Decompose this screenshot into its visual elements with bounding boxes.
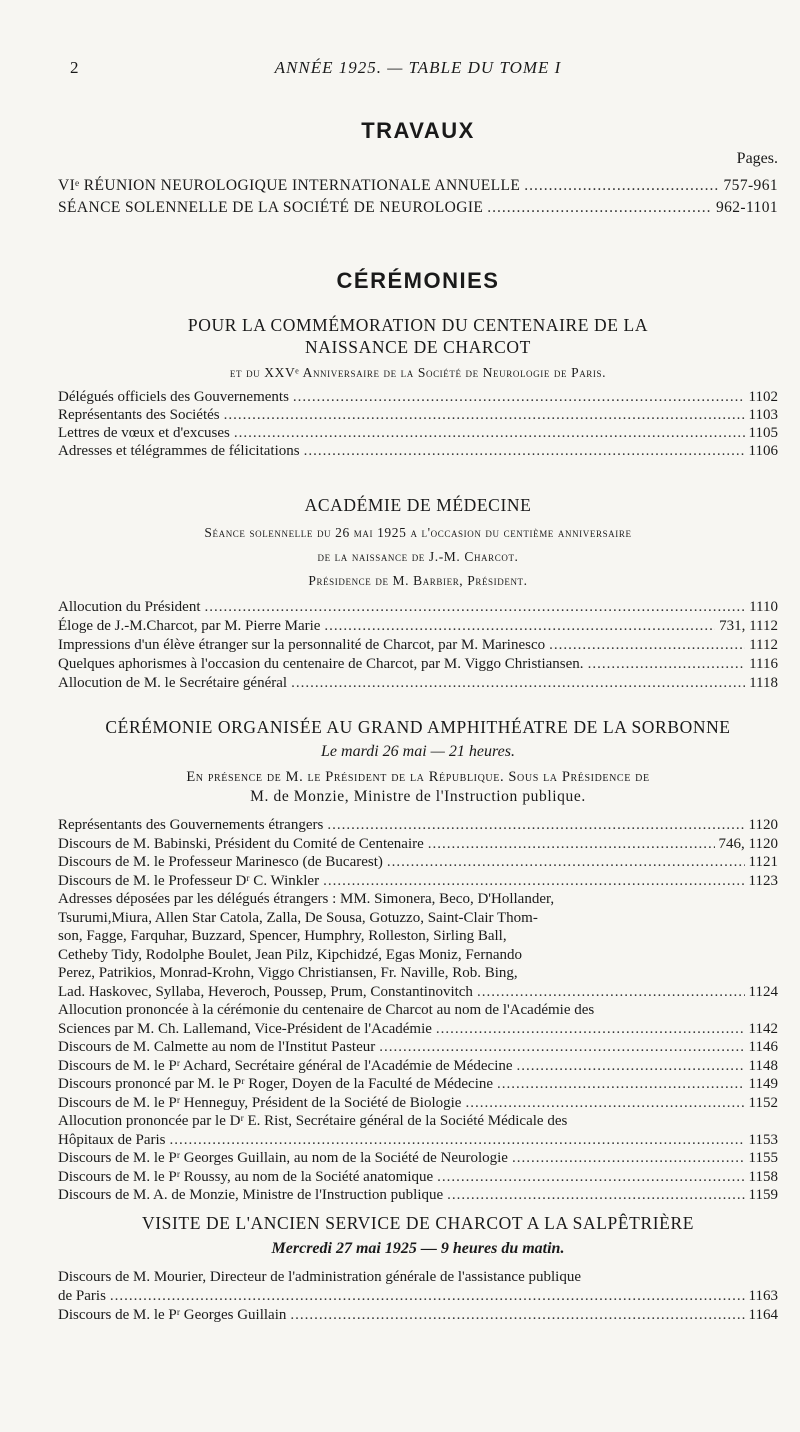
toc-entry-pages: 1153: [748, 1131, 778, 1148]
adresses-line: Adresses déposées par les délégués étrangers : MM. Simonera, Beco, D'Hollander,: [58, 891, 555, 907]
toc-entry: [58, 198, 778, 217]
toc-entry-label: Discours de M. A. de Monzie, Ministre de l'Instruction publique: [58, 1187, 444, 1203]
ceremonies-subheading-1: POUR LA COMMÉMORATION DU CENTENAIRE DE LA: [187, 315, 649, 335]
dot-leader: [379, 1038, 744, 1057]
academie-sub-3: Présidence de M. Barbier, Président.: [308, 573, 528, 588]
toc-entry: [58, 1094, 778, 1113]
allocution-line: Allocution prononcée à la cérémonie du centenaire de Charcot au nom de l'Académie des: [58, 1002, 595, 1018]
toc-entry-pages: 757-961: [723, 177, 778, 194]
sorbonne-date: Le mardi 26 mai — 21 heures.: [321, 743, 515, 760]
dot-leader: [291, 674, 745, 693]
sorbonne-heading: CÉRÉMONIE ORGANISÉE AU GRAND AMPHITHÉATRE DE LA SORBONNE: [105, 717, 731, 737]
dot-leader: [234, 424, 745, 443]
toc-entry: [58, 1287, 778, 1306]
toc-entry-pages: 1102: [748, 389, 778, 405]
adresses-line: Cetheby Tidy, Rodolphe Boulet, Jean Pilz, Kipchidzé, Egas Moniz, Fernando: [58, 946, 522, 963]
toc-entry-label: Sciences par M. Ch. Lallemand, Vice-Président de l'Académie: [58, 1020, 432, 1037]
toc-entry-pages: 1155: [748, 1150, 778, 1166]
dot-leader: [290, 1306, 744, 1325]
toc-entry-pages: 1142: [748, 1020, 778, 1037]
toc-entry-pages: 746, 1120: [718, 835, 778, 852]
toc-entry-label: SÉANCE SOLENNELLE DE LA SOCIÉTÉ DE NEUROLOGIE: [58, 199, 484, 216]
toc-entry: [58, 406, 778, 425]
toc-entry-label: Adresses et télégrammes de félicitations: [58, 443, 300, 459]
toc-entry-pages: 1148: [748, 1057, 778, 1074]
toc-entry-pages: 1112: [749, 637, 778, 653]
toc-entry-pages: 1164: [748, 1307, 778, 1323]
toc-entry-label: Impressions d'un élève étranger sur la personnalité de Charcot, par M. Marinesco: [58, 637, 546, 653]
toc-entry-label: Discours de M. Babinski, Président du Comité de Centenaire: [58, 835, 424, 852]
toc-entry: [58, 816, 778, 835]
page-number: 2: [70, 58, 80, 77]
toc-entry-label: Lad. Haskovec, Syllaba, Heveroch, Poussep, Prum, Constantinovitch: [58, 983, 473, 1000]
toc-entry-pages: 1159: [748, 1187, 778, 1203]
sorbonne-sub-2: M. de Monzie, Ministre de l'Instruction publique.: [250, 788, 586, 805]
toc-entry: [58, 1057, 778, 1076]
dot-leader: [524, 176, 719, 195]
toc-entry: [58, 442, 778, 461]
mourier-line: Discours de M. Mourier, Directeur de l'administration générale de l'assistance publique: [58, 1269, 581, 1285]
academie-sub-2: de la naissance de J.-M. Charcot.: [317, 549, 519, 564]
toc-entry: [58, 1186, 778, 1205]
toc-entry: [58, 983, 778, 1002]
toc-entry-pages: 1123: [748, 872, 778, 889]
toc-entry: [58, 853, 778, 872]
ceremonies-subheading-3: et du XXVᵉ Anniversaire de la Société de Neurologie de Paris.: [229, 365, 607, 380]
academie-sub-1: Séance solennelle du 26 mai 1925 a l'occasion du centième anniversaire: [204, 525, 632, 540]
toc-entry-pages: 1106: [748, 443, 778, 459]
toc-entry: [58, 1168, 778, 1187]
toc-entry-label: Quelques aphorismes à l'occasion du centenaire de Charcot, par M. Viggo Christiansen.: [58, 656, 584, 672]
toc-entry-label: Discours de M. le Pʳ Henneguy, Président de la Société de Biologie: [58, 1094, 462, 1111]
dot-leader: [327, 816, 744, 835]
toc-entry-pages: 1103: [748, 407, 778, 423]
toc-entry-pages: 731, 1112: [719, 618, 778, 634]
toc-entry: [58, 1075, 778, 1094]
adresses-line: Tsurumi,Miura, Allen Star Catola, Zalla, De Sousa, Gotuzzo, Saint-Clair Thom-: [58, 909, 538, 926]
dot-leader: [549, 636, 745, 655]
salpetriere-heading: VISITE DE L'ANCIEN SERVICE DE CHARCOT A LA SALPÊTRIÈRE: [141, 1213, 695, 1233]
toc-entry-pages: 1116: [749, 656, 778, 672]
toc-entry-pages: 1158: [748, 1168, 778, 1185]
dot-leader: [588, 655, 746, 674]
toc-entry: [58, 1131, 778, 1150]
dot-leader: [324, 617, 715, 636]
rist-line: Allocution prononcée par le Dʳ E. Rist, Secrétaire général de la Société Médicale des: [58, 1113, 568, 1129]
dot-leader: [497, 1075, 745, 1094]
dot-leader: [110, 1287, 745, 1306]
toc-entry: [58, 1020, 778, 1039]
ceremonies-heading: CÉRÉMONIES: [336, 268, 500, 293]
toc-entry-label: Délégués officiels des Gouvernements: [58, 389, 289, 405]
dot-leader: [447, 1186, 744, 1205]
dot-leader: [323, 872, 744, 891]
academie-heading: ACADÉMIE DE MÉDECINE: [304, 495, 532, 515]
toc-entry-label: Discours de M. le Pʳ Roussy, au nom de la Société anatomique: [58, 1168, 434, 1185]
document-page: [58, 0, 778, 1432]
toc-entry-label: Discours de M. le Pʳ Georges Guillain: [58, 1307, 287, 1323]
ceremonies-subheading-2: NAISSANCE DE CHARCOT: [305, 337, 531, 357]
pages-label: Pages.: [736, 150, 778, 167]
toc-entry-label: Éloge de J.-M.Charcot, par M. Pierre Marie: [58, 618, 321, 634]
toc-entry-label: Représentants des Gouvernements étrangers: [58, 817, 324, 833]
toc-entry: [58, 1149, 778, 1168]
toc-entry-pages: 1105: [748, 425, 778, 441]
toc-entry-label: Discours de M. le Professeur Dʳ C. Winkler: [58, 872, 320, 889]
running-title: ANNÉE 1925. — TABLE DU TOME I: [274, 58, 562, 77]
adresses-line: Perez, Patrikios, Monrad-Krohn, Viggo Christiansen, Fr. Naville, Rob. Bing,: [58, 965, 518, 981]
dot-leader: [487, 198, 712, 217]
toc-entry-label: Discours prononcé par M. le Pʳ Roger, Doyen de la Faculté de Médecine: [58, 1076, 494, 1092]
dot-leader: [512, 1149, 745, 1168]
toc-entry-pages: 1163: [748, 1288, 778, 1304]
toc-entry-label: Hôpitaux de Paris: [58, 1131, 166, 1148]
dot-leader: [465, 1094, 744, 1113]
toc-entry-label: Allocution de M. le Secrétaire général: [58, 675, 288, 691]
toc-entry: [58, 1306, 778, 1325]
toc-entry-pages: 1118: [749, 675, 778, 691]
toc-entry-label: Discours de M. le Pʳ Georges Guillain, au nom de la Société de Neurologie: [58, 1150, 508, 1166]
toc-entry: [58, 388, 778, 407]
toc-entry-label: VIᵉ RÉUNION NEUROLOGIQUE INTERNATIONALE ANNUELLE: [58, 177, 521, 194]
toc-entry-pages: 1124: [748, 983, 778, 1000]
dot-leader: [517, 1057, 745, 1076]
toc-entry: [58, 617, 778, 636]
dot-leader: [205, 598, 746, 617]
toc-entry: [58, 674, 778, 693]
dot-leader: [304, 442, 745, 461]
toc-entry: [58, 835, 778, 854]
travaux-heading: TRAVAUX: [361, 118, 475, 143]
toc-entry-label: Discours de M. le Pʳ Achard, Secrétaire général de l'Académie de Médecine: [58, 1057, 513, 1074]
toc-entry-label: Lettres de vœux et d'excuses: [58, 425, 230, 441]
salpetriere-date: Mercredi 27 mai 1925 — 9 heures du matin.: [271, 1240, 565, 1257]
dot-leader: [224, 406, 745, 425]
dot-leader: [428, 835, 715, 854]
dot-leader: [293, 388, 745, 407]
toc-entry-label: Représentants des Sociétés: [58, 407, 220, 423]
toc-entry: [58, 1038, 778, 1057]
dot-leader: [169, 1131, 744, 1150]
adresses-line: son, Fagge, Farquhar, Buzzard, Spencer, Humphry, Rolleston, Sirling Ball,: [58, 928, 507, 944]
toc-entry-pages: 1121: [748, 854, 778, 870]
toc-entry-pages: 1120: [748, 817, 778, 833]
toc-entry-pages: 1110: [749, 599, 778, 615]
toc-entry-pages: 962-1101: [715, 199, 778, 216]
toc-entry-label: Discours de M. Calmette au nom de l'Institut Pasteur: [58, 1039, 376, 1055]
toc-entry-label: de Paris: [58, 1288, 106, 1304]
dot-leader: [477, 983, 745, 1002]
toc-entry-label: Allocution du Président: [58, 599, 201, 615]
running-header: [58, 58, 778, 84]
toc-entry: [58, 598, 778, 617]
toc-entry: [58, 872, 778, 891]
toc-entry: [58, 176, 778, 195]
toc-entry: [58, 655, 778, 674]
dot-leader: [387, 853, 745, 872]
toc-entry: [58, 636, 778, 655]
toc-entry: [58, 424, 778, 443]
toc-entry-pages: 1152: [748, 1094, 778, 1111]
dot-leader: [436, 1020, 745, 1039]
sorbonne-sub-1: En présence de M. le Président de la République. Sous la Présidence de: [186, 769, 650, 785]
dot-leader: [437, 1168, 744, 1187]
toc-entry-pages: 1146: [748, 1039, 778, 1055]
toc-entry-pages: 1149: [748, 1076, 778, 1092]
toc-entry-label: Discours de M. le Professeur Marinesco (de Bucarest): [58, 854, 383, 870]
